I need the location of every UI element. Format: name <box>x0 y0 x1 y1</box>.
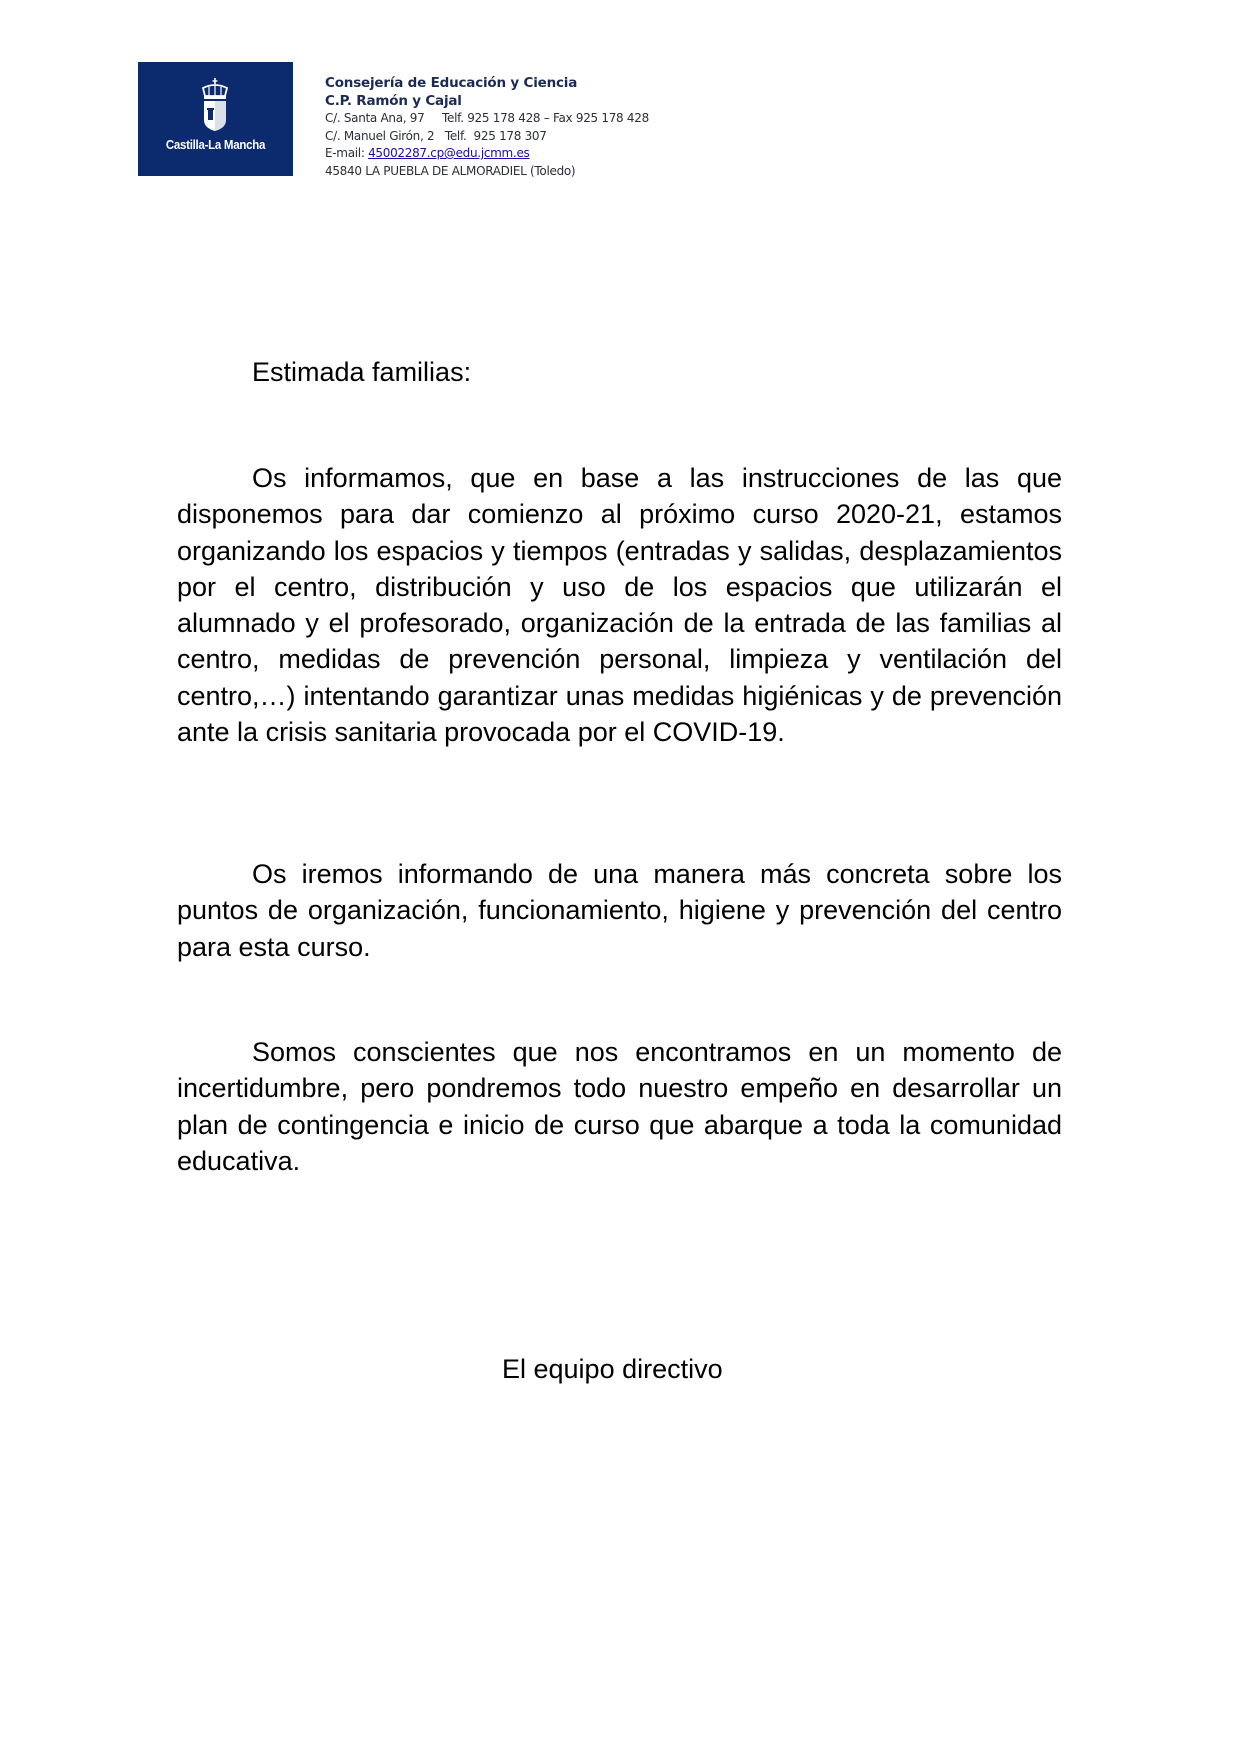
greeting: Estimada familias: <box>252 357 472 387</box>
castilla-la-mancha-logo <box>138 62 293 176</box>
email-link[interactable]: 45002287.cp@edu.jcmm.es <box>368 146 530 160</box>
email-line <box>325 145 649 163</box>
paragraph-1: Os informamos, que en base a las instrucciones de las que disponemos para dar comienzo al próximo curso 2020-21, estamos organizando los espacios y tiempos (entradas y salidas, desplazamientos por el centro, distribución y uso de los espacios que utilizarán el alumnado y el profesorado, organización de la entrada de las familias al centro, medidas de prevención personal, limpieza y ventilación del centro,…) intentando garantizar unas medidas higiénicas y de prevención ante la crisis sanitaria provocada por el COVID-19. <box>177 463 1062 748</box>
address-line-2: C/. Manuel Girón, 2 Telf. 925 178 307 <box>325 128 547 143</box>
department-name: Consejería de Educación y Ciencia <box>325 75 578 91</box>
signature: El equipo directivo <box>502 1354 723 1384</box>
city-line: 45840 LA PUEBLA DE ALMORADIEL (Toledo) <box>325 163 576 178</box>
paragraph-3: Somos conscientes que nos encontramos en un momento de incertidumbre, pero pondremos todo nuestro empeño en desarrollar un plan de contingencia e inicio de curso que abarque a toda la comunidad educativa. <box>177 1037 1062 1176</box>
coat-of-arms-icon <box>195 78 235 132</box>
paragraph-2: Os iremos informando de una manera más concreta sobre los puntos de organización, funcionamiento, higiene y prevención del centro para esta curso. <box>177 859 1062 962</box>
address-line-1: C/. Santa Ana, 97 Telf. 925 178 428 – Fax 925 178 428 <box>325 111 649 125</box>
email-label: E-mail: <box>325 146 369 160</box>
school-name: C.P. Ramón y Cajal <box>325 93 462 109</box>
logo-text: Castilla-La Mancha <box>165 138 266 152</box>
letterhead <box>325 74 649 180</box>
